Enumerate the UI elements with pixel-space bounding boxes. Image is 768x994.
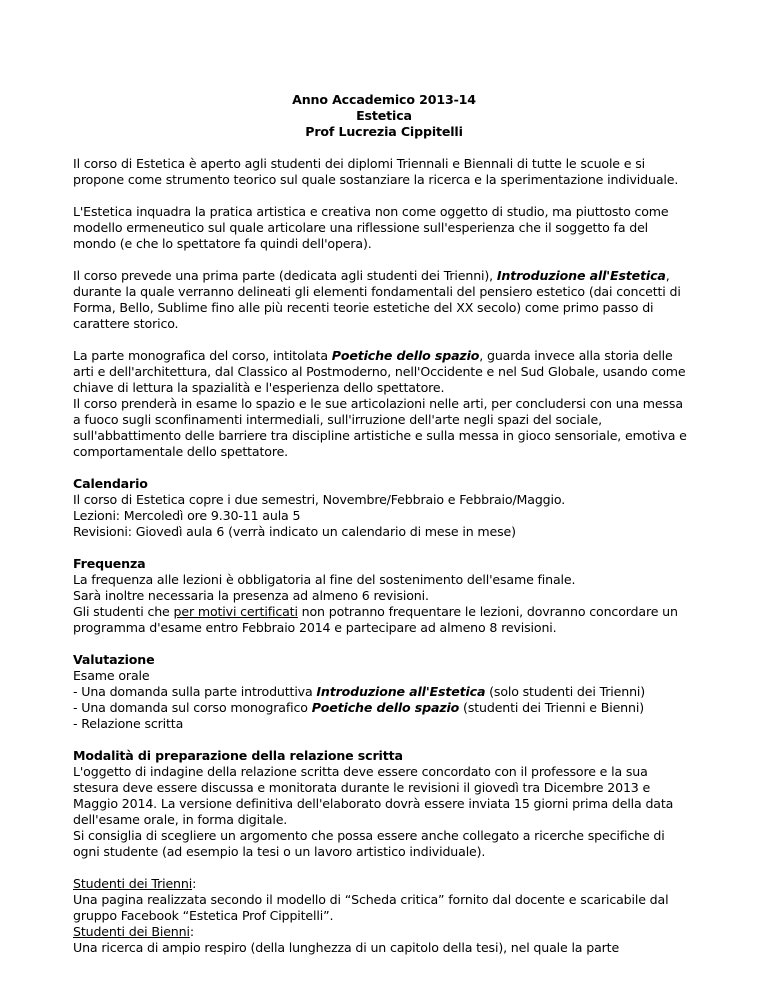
text-segment: Esame orale: [73, 668, 150, 683]
text-segment: L'Estetica inquadra la pratica artistica e creativa non come oggetto di studio, ma piuttosto come: [73, 204, 669, 219]
text-line: [73, 876, 723, 892]
heading-text: Frequenza: [73, 556, 146, 571]
text-line: [73, 268, 723, 284]
text-line: [73, 748, 723, 764]
heading-text: Anno Accademico 2013-14: [292, 92, 476, 107]
text-segment: dell'esame orale, in forma digitale.: [73, 812, 288, 827]
text-line: [73, 316, 723, 332]
text-segment: propone come strumento teorico sul quale sostanziare la ricerca e la sperimentazione individuale.: [73, 172, 679, 187]
text-segment: carattere storico.: [73, 316, 179, 331]
calendario-section: [73, 476, 723, 540]
text-line: [73, 556, 723, 572]
text-line: [73, 92, 695, 108]
text-segment: Sarà inoltre necessaria la presenza ad almeno 6 revisioni.: [73, 588, 429, 603]
text-line: [73, 940, 723, 956]
relazione-section: [73, 748, 723, 860]
text-segment: Il corso di Estetica copre i due semestri, Novembre/Febbraio e Febbraio/Maggio.: [73, 492, 566, 507]
text-line: [73, 572, 723, 588]
underlined-text: Studenti dei Trienni: [73, 876, 193, 891]
text-line: [73, 476, 723, 492]
text-line: [73, 796, 723, 812]
text-segment: Gli studenti che: [73, 604, 174, 619]
text-line: [73, 908, 723, 924]
text-segment: mondo (e che lo spettatore fa quindi dell'opera).: [73, 236, 372, 251]
text-segment: Estetica: [356, 108, 412, 123]
text-line: [73, 172, 723, 188]
text-segment: ogni studente (ad esempio la tesi o un lavoro artistico individuale).: [73, 844, 486, 859]
text-line: [73, 412, 723, 428]
text-line: [73, 156, 723, 172]
text-segment: chiave di lettura la spazialità e l'esperienza dello spettatore.: [73, 380, 445, 395]
text-segment: stesura deve essere discussa e monitorata durante le revisioni il giovedì tra Dicembre 2013 e: [73, 780, 651, 795]
text-segment: Lezioni: Mercoledì ore 9.30-11 aula 5: [73, 508, 301, 523]
emphasized-title: Introduzione all'Estetica: [316, 684, 486, 699]
intro-paragraph: [73, 156, 723, 188]
text-line: [73, 396, 723, 412]
underlined-text: Studenti dei Bienni: [73, 924, 190, 939]
text-segment: durante la quale verranno delineati gli elementi fondamentali del pensiero estetico (dai concetti di: [73, 284, 681, 299]
text-segment: Il corso prevede una prima parte (dedicata agli studenti dei Trienni),: [73, 268, 497, 283]
text-segment: ,: [665, 268, 670, 283]
text-line: [73, 492, 723, 508]
text-segment: (solo studenti dei Trienni): [485, 684, 646, 699]
text-segment: La frequenza alle lezioni è obbligatoria al fine del sostenimento dell'esame finale.: [73, 572, 576, 587]
text-segment: - Una domanda sulla parte introduttiva: [73, 684, 317, 699]
document-page: [73, 92, 723, 956]
text-segment: programma d'esame entro Febbraio 2014 e partecipare ad almeno 8 revisioni.: [73, 620, 557, 635]
frequenza-section: [73, 556, 723, 636]
emphasized-title: Poetiche dello spazio: [311, 700, 460, 715]
heading-text: Modalità di preparazione della relazione scritta: [73, 748, 403, 763]
text-segment: Maggio 2014. La versione definitiva dell'elaborato dovrà essere inviata 15 giorni prima della data: [73, 796, 674, 811]
text-segment: Una ricerca di ampio respiro (della lunghezza di un capitolo della tesi), nel quale la parte: [73, 940, 620, 955]
text-line: [73, 348, 723, 364]
text-line: [73, 524, 723, 540]
underlined-text: per motivi certificati: [173, 604, 298, 619]
text-line: [73, 716, 723, 732]
text-line: [73, 604, 723, 620]
text-line: [73, 124, 695, 140]
text-line: [73, 444, 723, 460]
text-line: [73, 844, 723, 860]
text-segment: non potranno frequentare le lezioni, dovranno concordare un: [297, 604, 678, 619]
text-line: [73, 284, 723, 300]
text-segment: comportamentale dello spettatore.: [73, 444, 289, 459]
text-line: [73, 588, 723, 604]
text-segment: - Una domanda sul corso monografico: [73, 700, 312, 715]
emphasized-title: Poetiche dello spazio: [331, 348, 480, 363]
text-segment: Revisioni: Giovedì aula 6 (verrà indicato un calendario di mese in mese): [73, 524, 516, 539]
text-line: [73, 508, 723, 524]
text-line: [73, 300, 723, 316]
text-segment: Forma, Bello, Sublime fino alle più recenti teorie estetiche del XX secolo) come primo passo di: [73, 300, 654, 315]
text-segment: arti e dell'architettura, dal Classico al Postmoderno, nell'Occidente e nel Sud Globale, usando come: [73, 364, 686, 379]
text-line: [73, 428, 723, 444]
text-line: [73, 780, 723, 796]
text-line: [73, 700, 723, 716]
heading-text: Valutazione: [73, 652, 155, 667]
text-line: [73, 828, 723, 844]
emphasized-title: Introduzione all'Estetica: [496, 268, 666, 283]
monographic-paragraph: [73, 348, 723, 460]
text-segment: L'oggetto di indagine della relazione scritta deve essere concordato con il professore e la sua: [73, 764, 648, 779]
studenti-section: [73, 876, 723, 956]
text-segment: (studenti dei Trienni e Bienni): [459, 700, 644, 715]
text-segment: gruppo Facebook “Estetica Prof Cippitelli”.: [73, 908, 334, 923]
text-segment: - Relazione scritta: [73, 716, 184, 731]
text-line: [73, 652, 723, 668]
text-line: [73, 620, 723, 636]
text-segment: Il corso di Estetica è aperto agli studenti dei diplomi Triennali e Biennali di tutte le scuole e si: [73, 156, 645, 171]
text-line: [73, 764, 723, 780]
text-line: [73, 684, 723, 700]
document-title: [73, 92, 695, 140]
text-segment: sull'abbattimento delle barriere tra discipline artistiche e sulla messa in gioco sensoriale, emotiva e: [73, 428, 687, 443]
text-segment: :: [192, 876, 197, 891]
text-segment: a fuoco sugli sconfinamenti intermediali, sull'irruzione dell'arte negli spazi del sociale,: [73, 412, 602, 427]
estetica-paragraph: [73, 204, 723, 252]
first-part-paragraph: [73, 268, 723, 332]
text-line: [73, 204, 723, 220]
text-segment: Una pagina realizzata secondo il modello di “Scheda critica” fornito dal docente e scaricabile dal: [73, 892, 669, 907]
text-line: [73, 812, 723, 828]
text-line: [73, 668, 723, 684]
text-line: [73, 924, 723, 940]
text-segment: modello ermeneutico sul quale articolare una riflessione sull'esperienza che il soggetto fa del: [73, 220, 649, 235]
text-line: [73, 236, 723, 252]
text-line: [73, 892, 723, 908]
text-line: [73, 108, 695, 124]
text-segment: Prof Lucrezia Cippitelli: [305, 124, 463, 139]
text-segment: :: [189, 924, 194, 939]
text-segment: , guarda invece alla storia delle: [479, 348, 673, 363]
text-line: [73, 380, 723, 396]
text-line: [73, 364, 723, 380]
text-segment: Si consiglia di scegliere un argomento che possa essere anche collegato a ricerche specifiche di: [73, 828, 665, 843]
text-segment: Il corso prenderà in esame lo spazio e le sue articolazioni nelle arti, per concludersi con una messa: [73, 396, 683, 411]
text-line: [73, 220, 723, 236]
text-segment: La parte monografica del corso, intitolata: [73, 348, 332, 363]
valutazione-section: [73, 652, 723, 732]
heading-text: Calendario: [73, 476, 148, 491]
